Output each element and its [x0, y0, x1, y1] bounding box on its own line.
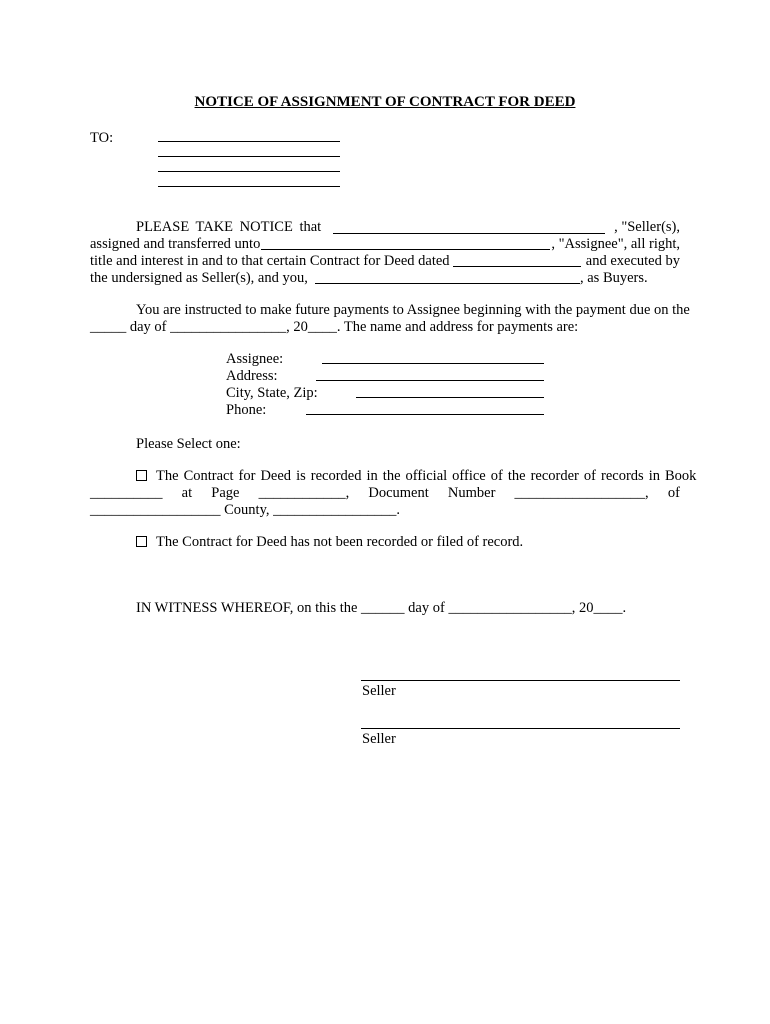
select-one-label: Please Select one:: [136, 436, 241, 452]
phone-label: Phone:: [226, 402, 267, 418]
option-recorded-line-1: [136, 468, 697, 485]
document-label: Document: [368, 485, 429, 501]
notice-line-2-start: assigned and transferred unto: [90, 236, 261, 252]
notice-line-1-start: PLEASE TAKE NOTICE that: [136, 219, 322, 235]
to-blank-1[interactable]: [158, 141, 340, 142]
assignee-blank[interactable]: [261, 249, 550, 250]
notice-line-4-start: the undersigned as Seller(s), and you,: [90, 270, 308, 286]
seller-signature-label-1: Seller: [362, 683, 396, 699]
number-label: Number: [447, 485, 496, 501]
not-recorded-checkbox[interactable]: [136, 536, 147, 547]
payments-line-2: _____ day of ________________, 20____. The name and address for payments are:: [90, 319, 579, 335]
seller-blank[interactable]: [333, 233, 605, 234]
contract-date-blank[interactable]: [453, 266, 581, 267]
seller-signature-label-2: Seller: [362, 731, 396, 747]
notice-line-2-end: , "Assignee", all right,: [551, 236, 680, 252]
notice-line-3-start: title and interest in and to that certain Contract for Deed dated: [90, 253, 450, 269]
to-blank-3[interactable]: [158, 171, 340, 172]
notice-line-1-end: , "Seller(s),: [614, 219, 680, 235]
option-not-recorded: [136, 534, 523, 551]
to-blank-2[interactable]: [158, 156, 340, 157]
option-recorded-text: The Contract for Deed is recorded in the official office of the recorder of records in Book: [156, 468, 697, 484]
address-field[interactable]: [316, 380, 544, 381]
signature-line-2[interactable]: [361, 728, 680, 729]
document-title: NOTICE OF ASSIGNMENT OF CONTRACT FOR DEED: [194, 94, 576, 110]
address-label: Address:: [226, 368, 278, 384]
notice-line-3-end: and executed by: [585, 253, 680, 269]
option-recorded-line-2: [90, 485, 680, 502]
phone-field[interactable]: [306, 414, 544, 415]
option-not-recorded-text: The Contract for Deed has not been recorded or filed of record.: [156, 534, 524, 550]
payments-line-1: You are instructed to make future payments to Assignee beginning with the payment due on the: [136, 302, 690, 318]
assignee-label: Assignee:: [226, 351, 284, 367]
book-blank[interactable]: __________: [90, 485, 163, 501]
witness-line: IN WITNESS WHEREOF, on this the ______ day of _________________, 20____.: [136, 600, 627, 616]
buyers-blank[interactable]: [315, 283, 580, 284]
to-label: TO:: [90, 130, 114, 146]
recorded-checkbox[interactable]: [136, 470, 147, 481]
notice-line-4-end: , as Buyers.: [580, 270, 648, 286]
of-label: of: [667, 485, 680, 501]
page-label: Page: [211, 485, 240, 501]
to-blank-4[interactable]: [158, 186, 340, 187]
page-blank[interactable]: ____________,: [258, 485, 350, 501]
city-state-zip-label: City, State, Zip:: [226, 385, 318, 401]
city-state-zip-field[interactable]: [356, 397, 544, 398]
signature-line-1[interactable]: [361, 680, 680, 681]
document-number-blank[interactable]: __________________,: [514, 485, 649, 501]
assignee-name-field[interactable]: [322, 363, 544, 364]
at-label: at: [181, 485, 193, 501]
county-state-line: __________________ County, _________________.: [90, 502, 401, 518]
